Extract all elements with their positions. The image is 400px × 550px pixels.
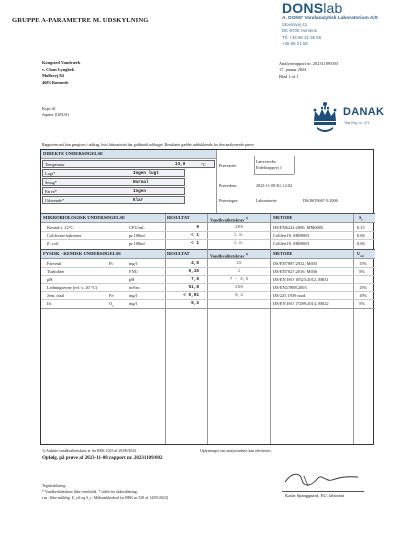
color-label: Farve* [45,189,57,194]
chem-row-u: 10% [359,293,368,298]
chem-row-name: Turbiditet [47,269,65,274]
copy-to [42,106,69,119]
chem-col-u [357,250,364,258]
copy-to-recipient: Jupiter (GEUS) [42,112,69,118]
micro-row-s: 0,06 [357,241,365,246]
address-line: Møllevej 84 [42,73,64,79]
followup-note: Opfølg. på prøve af 2023-11-08 rapport nr. 20231109/002 [42,456,163,461]
micro-col-s [359,214,363,222]
legend-title: Tegnforklaring [42,484,66,488]
lab-city: DK-8700 Horsens [282,28,317,34]
danak-registration: Test Reg. nr. 471 [344,121,370,125]
chem-row-result: 9,2 [191,301,199,306]
chem-row-result: 7,6 [191,277,199,282]
micro-row-unit: pr.100ml [129,241,145,246]
chem-title: FYSISK - KEMISK UNDERSØGELSE [43,251,122,256]
sample-site-value: Lærevercke [256,159,276,164]
chem-row-limit: 0,2 [235,293,243,298]
chem-col-limit [210,250,248,258]
lab-contact-block [282,16,378,47]
chem-row-symbol-text: O [109,301,113,306]
chem-row-name: Jern, total [47,293,65,298]
micro-col-limit-sup: 1) [245,216,249,220]
micro-row-limit: i.m. [233,233,245,238]
chem-row-unit: pH [129,277,135,282]
chem-row-result: 51,8 [188,285,199,290]
chem-row-u: 15% [359,261,368,266]
chem-row-result: < 0,01 [183,293,199,298]
chem-col-limit-text: Vandkvalitetskrav [210,253,245,259]
odor-row [42,169,185,177]
micro-row-result: < 1 [191,241,199,246]
appearance-value: Klar [133,198,144,203]
micro-col-limit-text: Vandkvalitetskrav [210,217,245,223]
chem-row-limit: 250 [235,285,243,290]
report-disclaimer: Rapporten må kun gengives i uddrag, hvis laboratoriet har godkendt uddraget. Resultatet gælder udelukkende for den analyserede prøve [42,143,254,147]
micro-row-s: 0,06 [357,233,365,238]
temperature-value: 13,0 [175,162,186,167]
sampler-value: Laboratoriet [256,198,277,203]
micro-row-method: Colilert18, MM0001 [273,233,310,238]
color-value: Ingen [133,189,146,194]
micro-title: MIKROBIOLOGISK UNDERSØGELSE [43,215,126,220]
copy-to-label: Kopi til [42,106,56,111]
chem-row-method: DS/EN ISO 10523:2012, M031 [273,277,329,282]
micro-section-title [41,214,375,222]
micro-row-limit: i.m. [233,241,245,246]
micro-row-limit: 200 [235,225,243,230]
chem-row-limit: 15 [236,261,242,266]
results-table [40,149,374,445]
footnote-limits: 1) Anførte vandkvalitetskrav er fra BEK 1023 af 29/06/2023. [42,449,138,453]
report-date: 17. januar 2024 [279,67,307,73]
report-title: GRUPPE A-PARAMETRE M. UDSKYLNING [12,17,149,24]
temperature-label: Temperatur [45,162,65,167]
report-info [279,61,338,80]
chem-row-symbol [109,300,114,308]
micro-row-s: 0,15 [357,225,365,230]
chem-row-u: 5% [359,301,365,306]
chem-section-title [41,250,375,258]
donslab-logo [282,0,343,16]
chem-row-u: 15% [359,285,368,290]
appearance-row [42,196,185,204]
sampler-label: Prøvetager: [219,198,239,203]
chem-row-name: Farvetal [47,261,62,266]
micro-col-method: METODE [273,215,293,220]
recipient-address [42,60,80,86]
sample-site-value2: Erdeltrappvej 1 [256,165,282,170]
taste-label: Smag* [45,180,57,185]
report-number: Analyserapport nr. 20231109/003 [279,61,338,66]
micro-row-result: < 1 [191,233,199,238]
chem-row-limit: 1 [237,269,241,274]
address-line: 4683 Rønnede [42,79,69,85]
danak-logo: DANAK [343,106,385,118]
chem-row-method: DS/225 1939 mod. [273,293,307,298]
sample-date-value: 2023-11-08 Kl. 12:02 [256,183,293,188]
chem-row-method: DS/EN ISO 17289:2014, M022 [273,301,329,306]
appearance-label: Udseende* [45,198,65,203]
micro-col-limit [210,214,248,222]
micro-row-result: 9 [196,225,199,230]
chem-row-u: 5% [359,269,365,274]
chem-col-result: RESULTAT [167,251,190,256]
signer-name: Karin Spanggaard, EU. laborant [285,493,345,498]
direct-section-title: DIREKTE UNDERSØGELSE [41,150,216,158]
chem-row-result: 0,15 [188,269,199,274]
micro-row-name: E. coli [47,241,59,246]
page-count: Blad 1 af 1 [279,73,299,79]
address-line: v. Claus Lyngbek [42,66,75,72]
sampling-standard: DS/ISO5667-5:2006 [303,198,338,203]
temperature-row [42,160,215,168]
lab-fax: +45 86 21 55 [282,40,308,46]
micro-row-method: DS/EN6222:2000, MM0005 [273,225,324,230]
taste-value: Normal [133,180,149,185]
chem-row-name: pH [47,277,53,282]
chem-row-unit: mS/m [129,285,140,290]
legend-line-1: * Vandkvalitetskrav ikke overholdt. * siden for akkreditering. [42,490,138,494]
micro-row-name: Coliforme bakterier [47,233,82,238]
chem-row-symbol-sub: 2 [112,303,114,308]
lab-name: A. DONS' Vandanalytisk Laboratorium A/S [282,16,378,21]
legend-line-2: i.m.: Ikke målelig. U_rel og S_r: Måleusikkerhed (se BEK nr 529 af 14/05/2023) [42,496,169,500]
micro-col-s-sub: r [361,217,363,222]
chem-col-method: METODE [273,251,293,256]
sample-site-label: Prøvested: [219,163,237,168]
signature-graphic [282,468,362,490]
temperature-unit: °C [201,162,206,167]
chem-row-unit: FNU [129,269,138,274]
chem-row-unit: mg/l [129,261,138,266]
chem-row-method: DS/EN27888:2003 [273,285,307,290]
chem-row-unit: mg/l [129,301,138,306]
chem-row-unit: mg/l [129,293,138,298]
micro-row-unit: CFU/mL [129,225,145,230]
lab-street: Stovrisvej 41 [282,22,308,28]
chem-row-limit: 7 - 8,5 [229,277,249,282]
chem-row-symbol: Pt [109,261,113,266]
royal-crown-icon [311,101,339,135]
odor-value: Ingen lugt [133,171,159,176]
micro-row-method: Colilert18, MM0001 [273,241,310,246]
chem-row-name: Ilt [47,301,51,306]
color-row [42,187,185,195]
lab-phone: Tlf. +45 86 21 55 55 [282,34,322,40]
chem-col-u-text: U [357,251,361,256]
footnote-equipment: Oplysninger om analyseudstyr kan rekvireres. [200,449,272,453]
micro-row-name: Kimtal v. 22°C [47,225,74,230]
address-line: Kongsted Vandværk [42,60,81,65]
micro-row-unit: pr.100ml [129,233,145,238]
sample-date-label: Prøvedato: [219,183,238,188]
chem-row-name: Ledningsevne (ref. v. 20 °C) [47,285,97,290]
chem-row-method: DS/EN7027:2016, M036 [273,269,318,274]
chem-row-method: DS/EN7887:2012, M035 [273,261,318,266]
chem-col-u-sub: rel [360,253,364,258]
chem-col-limit-sup: 1) [245,252,249,256]
logo-sub: lab [323,0,343,16]
micro-col-result: RESULTAT [167,215,190,220]
chem-row-result: 4,0 [191,261,199,266]
chem-row-symbol: Fe [109,293,114,298]
logo-main: DONS [282,0,324,16]
odor-label: Lugt* [45,171,56,176]
taste-row [42,178,185,186]
micro-col-s-text: S [359,215,362,220]
